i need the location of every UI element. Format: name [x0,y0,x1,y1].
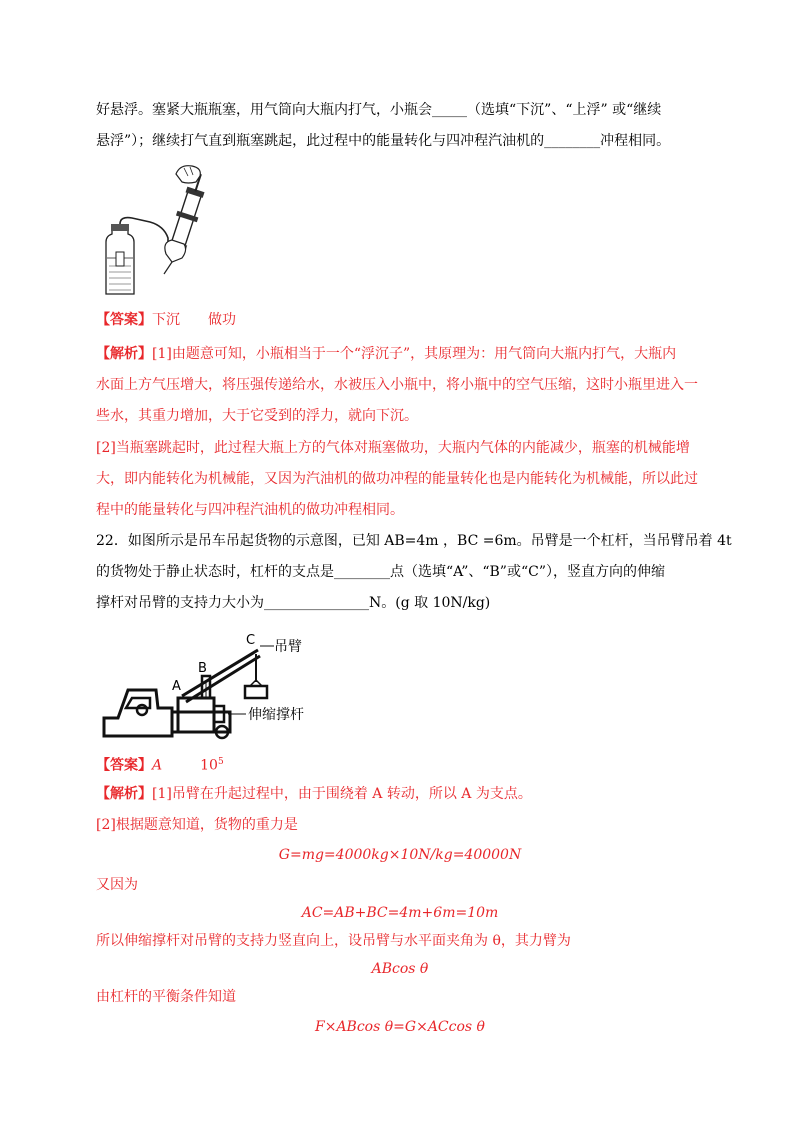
formula-ac: AC=AB+BC=4m+6m=10m [301,905,499,921]
q21-answer [96,310,236,330]
q21-analysis-2: 水面上方气压增大，将压强传递给水，水被压入小瓶中，将小瓶中的空气压缩，这时小瓶里进入一 [96,377,698,393]
analysis-text-22: [1]吊臂在升起过程中，由于围绕着 A 转动，所以 A 为支点。 [152,786,532,802]
q21-analysis-3: 些水，其重力增加，大于它受到的浮力，就向下沉。 [96,408,418,424]
answer-tag-22: 【答案】 [96,757,152,774]
analysis-text: [1]由题意可知，小瓶相当于一个“浮沉子”，其原理为：用气筒向大瓶内打气，大瓶内 [152,346,677,362]
label-rod: 伸缩撑杆 [248,707,304,723]
label-c: C [246,633,256,648]
q21-analysis-5: 大，即内能转化为机械能，又因为汽油机的做功冲程的能量转化也是内能转化为机械能，所以此过 [96,471,698,487]
q22-line-3: 撑杆对吊臂的支持力大小为_______________N。(g 取 10N/kg) [96,595,491,611]
q22-analysis-2: [2]根据题意知道，货物的重力是 [96,817,298,833]
label-b: B [198,661,207,676]
q22-analysis-3: 又因为 [96,877,138,893]
q22-line-1: 22．如图所示是吊车吊起货物的示意图，已知 AB=4m ，BC =6m。吊臂是一个杠杆，当吊臂吊着 4t [96,533,732,549]
bottle-pump-figure [92,162,222,302]
label-arm: 吊臂 [274,639,302,655]
q21-analysis-1 [96,344,676,364]
q21-line-1: 好悬浮。塞紧大瓶瓶塞，用气筒向大瓶内打气，小瓶会_____（选填“下沉”、“上浮” 或“继续 [96,102,662,118]
q21-line-2: 悬浮”）；继续打气直到瓶塞跳起，此过程中的能量转化与四冲程汽油机的________冲程相同。 [96,133,671,149]
crane-figure [98,628,388,753]
label-a: A [172,679,181,694]
answer-a: A [152,757,163,774]
q22-analysis-5: 由杠杆的平衡条件知道 [96,989,236,1005]
formula-gravity: G=mg=4000kg×10N/kg=40000N [278,847,522,863]
analysis-tag-22: 【解析】 [96,786,152,802]
answer-tag: 【答案】 [96,312,152,328]
answer-exp: 5 [217,757,224,767]
formula-arm: ABcos θ [371,961,429,977]
q21-analysis-4: [2]当瓶塞跳起时，此过程大瓶上方的气体对瓶塞做功，大瓶内气体的内能减少，瓶塞的机械能增 [96,440,690,456]
q22-analysis-4: 所以伸缩撑杆对吊臂的支持力竖直向上，设吊臂与水平面夹角为 θ，其力臂为 [96,933,571,949]
q22-answer [96,752,224,776]
analysis-tag: 【解析】 [96,346,152,362]
answer-text: 下沉 做功 [152,312,236,328]
q21-analysis-6: 程中的能量转化与四冲程汽油机的做功冲程相同。 [96,502,404,518]
q22-line-2: 的货物处于静止状态时，杠杆的支点是________点（选填“A”、“B”或“C”），竖直方向的伸缩 [96,564,665,580]
answer-b: 10 [200,757,218,774]
formula-balance: F×ABcos θ=G×ACcos θ [315,1019,485,1035]
q22-analysis-1 [96,784,532,804]
